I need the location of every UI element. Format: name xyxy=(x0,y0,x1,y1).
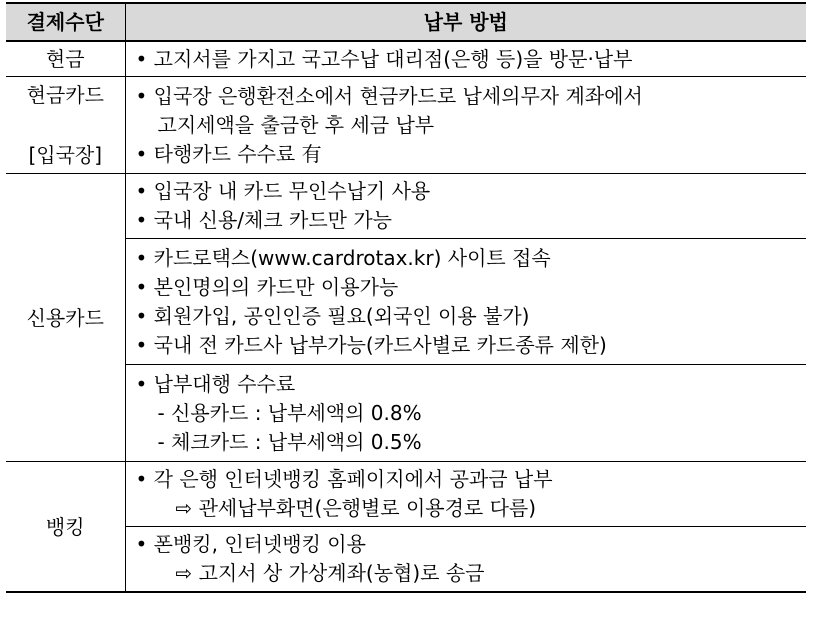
detail-line: ⇨ 관세납부화면(은행별로 이용경로 다름) xyxy=(175,496,537,520)
detail-cashcard xyxy=(125,77,806,174)
detail-line: ⇨ 고지서 상 가상계좌(농협)로 송금 xyxy=(175,561,485,585)
detail-line: • 본인명의의 카드만 이용가능 xyxy=(135,274,399,299)
detail-credit-fee xyxy=(125,365,806,462)
detail-banking-internet xyxy=(125,462,806,527)
method-cash: 현금 xyxy=(6,41,125,77)
method-cashcard-label: 현금카드 xyxy=(26,83,104,107)
detail-line: • 각 은행 인터넷뱅킹 홈페이지에서 공과금 납부 xyxy=(135,467,553,491)
header-payment-how: 납부 방법 xyxy=(125,3,806,41)
detail-line: • 납부대행 수수료 xyxy=(135,371,296,396)
detail-line: • 입국장 은행환전소에서 현금카드로 납세의무자 계좌에서 xyxy=(135,83,643,108)
table-row-cash xyxy=(6,41,806,77)
detail-line: 고지세액을 출금한 후 세금 납부 xyxy=(157,112,435,137)
method-banking: 뱅킹 xyxy=(6,462,125,593)
table-row-cashcard xyxy=(6,77,806,174)
detail-line: • 회원가입, 공인인증 필요(외국인 이용 불가) xyxy=(135,303,530,328)
detail-line: • 국내 전 카드사 납부가능(카드사별로 카드종류 제한) xyxy=(135,332,607,357)
detail-line: • 입국장 내 카드 무인수납기 사용 xyxy=(135,179,431,203)
detail-line: • 국내 신용/체크 카드만 가능 xyxy=(135,208,392,232)
table-row-credit-fee xyxy=(6,365,806,462)
detail-line: • 폰뱅킹, 인터넷뱅킹 이용 xyxy=(135,532,366,556)
detail-line: • 고지서를 가지고 국고수납 대리점(은행 등)을 방문·납부 xyxy=(135,46,633,71)
table-row-credit-kiosk xyxy=(6,174,806,239)
detail-line: • 타행카드 수수료 有 xyxy=(135,141,322,166)
detail-credit-kiosk xyxy=(125,174,806,239)
method-cashcard-sub: [입국장] xyxy=(28,143,103,167)
detail-credit-online xyxy=(125,239,806,365)
detail-line: - 신용카드 : 납부세액의 0.8% xyxy=(157,400,422,425)
table-row-banking-internet xyxy=(6,462,806,527)
header-payment-method: 결제수단 xyxy=(6,3,125,41)
table-header-row xyxy=(6,3,806,41)
detail-cash xyxy=(125,41,806,77)
table-row-banking-phone xyxy=(6,527,806,593)
detail-line: - 체크카드 : 납부세액의 0.5% xyxy=(157,429,422,454)
detail-banking-phone xyxy=(125,527,806,593)
method-cashcard xyxy=(6,77,125,174)
detail-line: • 카드로택스(www.cardrotax.kr) 사이트 접속 xyxy=(135,245,551,270)
table-row-credit-online xyxy=(6,239,806,365)
method-credit: 신용카드 xyxy=(6,174,125,462)
payment-methods-table xyxy=(6,2,806,593)
